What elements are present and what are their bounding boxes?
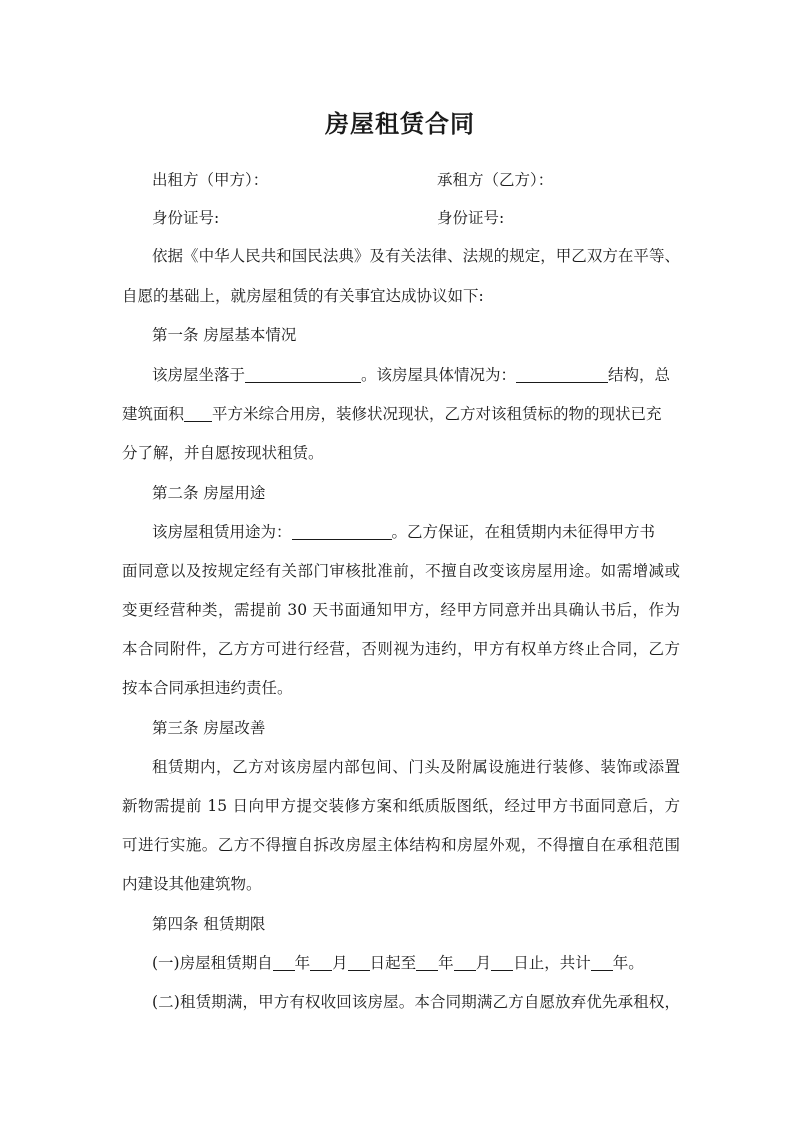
term-month-1: 月 bbox=[332, 954, 348, 972]
article-2-line-3: 变更经营种类，需提前 30 天书面通知甲方，经甲方同意并出具确认书后，作为 bbox=[122, 601, 680, 619]
id-a-label: 身份证号: bbox=[152, 209, 220, 227]
term-day-2: 日止，共计 bbox=[513, 954, 591, 972]
article-1-line-2 bbox=[122, 404, 662, 424]
area-blank bbox=[184, 405, 212, 422]
article-2-line-4: 本合同附件，乙方方可进行经营，否则视为违约，甲方有权单方终止合同，乙方 bbox=[122, 640, 680, 658]
term-year-2: 年 bbox=[438, 954, 454, 972]
term-total: 年。 bbox=[612, 954, 644, 972]
article-2-heading: 第二条 房屋用途 bbox=[152, 484, 266, 502]
article-3-line-2: 新物需提前 15 日向甲方提交装修方案和纸质版图纸，经过甲方书面同意后，方 bbox=[122, 797, 680, 815]
article-4-para-1 bbox=[152, 953, 644, 973]
intro-line-1: 依据《中华人民共和国民法典》及有关法律、法规的规定，甲乙双方在平等、 bbox=[152, 247, 680, 265]
end-year-blank bbox=[416, 954, 438, 971]
location-blank bbox=[245, 366, 361, 383]
article-2-line-2: 面同意以及按规定经有关部门审核批准前，不擅自改变该房屋用途。如需增减或 bbox=[122, 562, 680, 580]
article-1-line-3: 分了解，并自愿按现状租赁。 bbox=[122, 444, 324, 462]
article-1-heading: 第一条 房屋基本情况 bbox=[152, 326, 297, 344]
article-4-para-2: (二)租赁期满，甲方有权收回该房屋。本合同期满乙方自愿放弃优先承租权， bbox=[152, 993, 680, 1011]
start-day-blank bbox=[348, 954, 370, 971]
end-day-blank bbox=[491, 954, 513, 971]
document-title: 房屋租赁合同 bbox=[325, 110, 475, 138]
usage-blank bbox=[292, 523, 392, 540]
end-month-blank bbox=[454, 954, 476, 971]
structure-blank bbox=[516, 366, 608, 383]
art1-text-d: 建筑面积 bbox=[122, 405, 185, 423]
article-2-line-5: 按本合同承担违约责任。 bbox=[122, 679, 293, 697]
term-text-start: (一)房屋租赁期自 bbox=[152, 954, 273, 972]
art1-text-c: 结构，总 bbox=[608, 366, 671, 384]
start-month-blank bbox=[310, 954, 332, 971]
id-b-label: 身份证号: bbox=[437, 209, 505, 227]
article-3-heading: 第三条 房屋改善 bbox=[152, 719, 266, 737]
article-1-line-1 bbox=[152, 365, 670, 385]
art1-text-b: 。该房屋具体情况为： bbox=[361, 366, 517, 384]
term-day-1: 日起至 bbox=[369, 954, 417, 972]
term-month-2: 月 bbox=[475, 954, 492, 972]
article-4-heading: 第四条 租赁期限 bbox=[152, 915, 266, 933]
art1-text-a: 该房屋坐落于 bbox=[152, 366, 246, 384]
art1-text-e: 平方米综合用房，装修状况现状，乙方对该租赁标的物的现状已充 bbox=[212, 405, 662, 423]
total-years-blank bbox=[591, 954, 613, 971]
intro-line-2: 自愿的基础上，就房屋租赁的有关事宜达成协议如下: bbox=[122, 287, 484, 305]
art2-text-b: 。乙方保证，在租赁期内未征得甲方书 bbox=[391, 523, 656, 541]
article-3-line-1: 租赁期内，乙方对该房屋内部包间、门头及附属设施进行装修、装饰或添置 bbox=[152, 758, 680, 776]
start-year-blank bbox=[273, 954, 295, 971]
art2-text-a: 该房屋租赁用途为： bbox=[152, 523, 292, 541]
article-2-line-1 bbox=[152, 522, 655, 542]
article-3-line-4: 内建设其他建筑物。 bbox=[122, 875, 262, 893]
term-year-1: 年 bbox=[294, 954, 311, 972]
party-a-label: 出租方（甲方）： bbox=[152, 171, 269, 189]
party-b-label: 承租方（乙方）： bbox=[437, 171, 554, 189]
article-3-line-3: 可进行实施。乙方不得擅自拆改房屋主体结构和房屋外观，不得擅自在承租范围 bbox=[122, 836, 680, 854]
